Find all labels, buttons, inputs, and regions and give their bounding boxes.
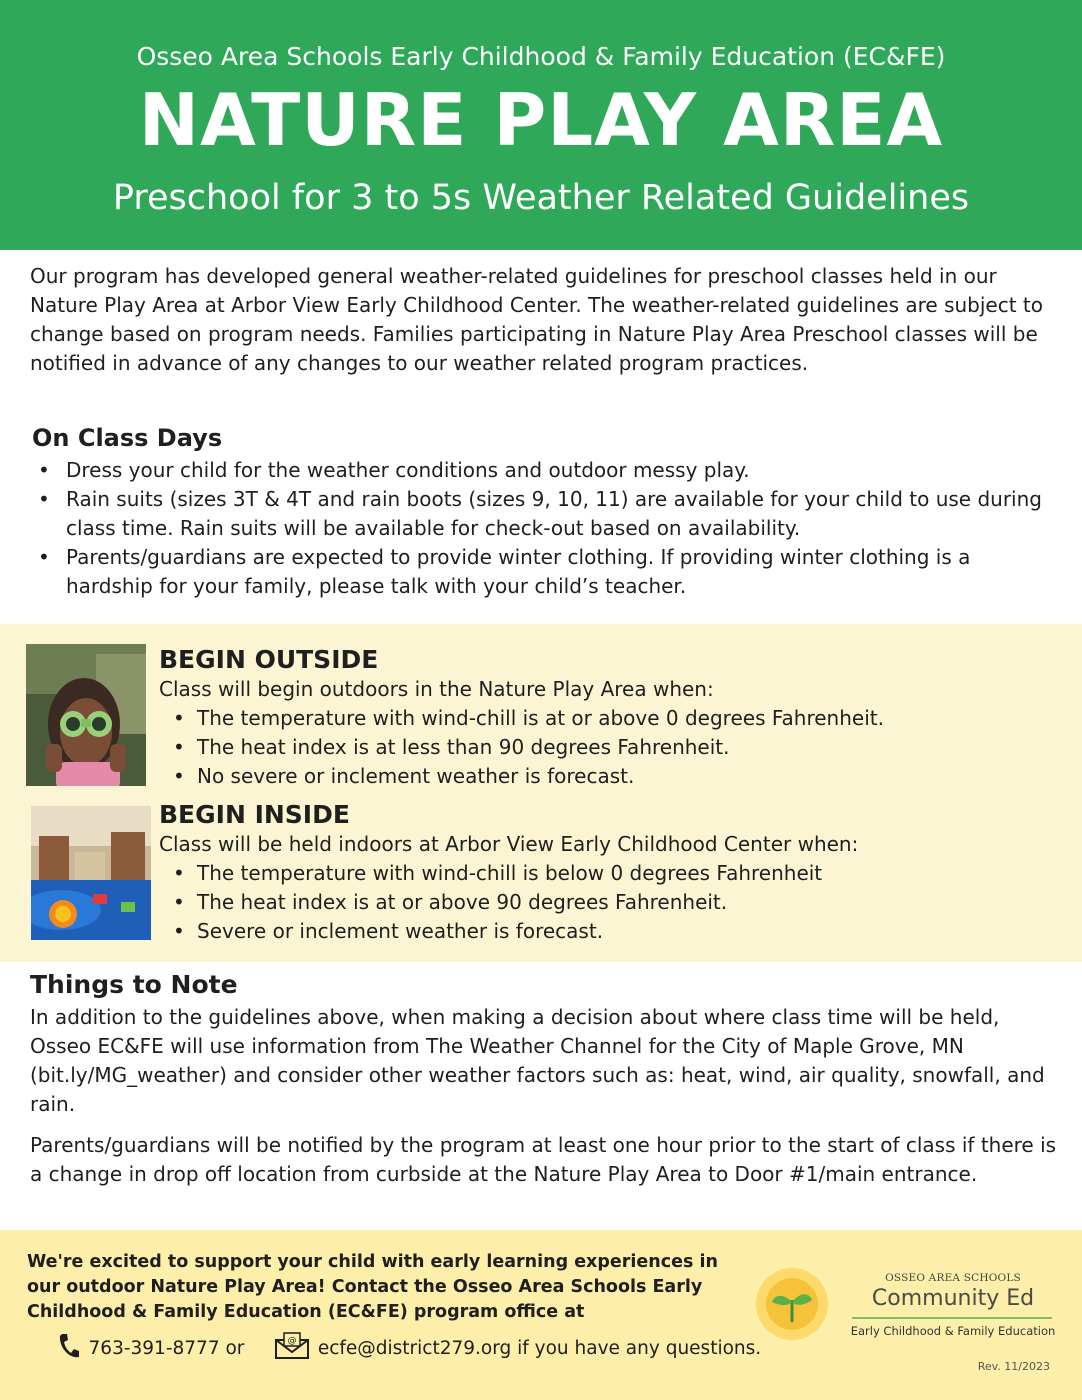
begin-outside-list <box>159 704 1059 791</box>
list-item: • The temperature with wind-chill is below 0 degrees Fahrenheit <box>159 859 1059 888</box>
community-ed-logo <box>752 1262 1072 1352</box>
revision-date: Rev. 11/2023 <box>977 1360 1050 1373</box>
class-days-list <box>32 456 1052 601</box>
contact-suffix: if you have any questions. <box>511 1337 762 1359</box>
logo-divider <box>852 1317 1052 1319</box>
svg-text:@: @ <box>287 1335 297 1346</box>
begin-outside-heading: BEGIN OUTSIDE <box>159 645 379 674</box>
logo-district-name: OSSEO AREA SCHOOLS <box>885 1272 1021 1284</box>
begin-outside-section <box>159 645 1059 791</box>
list-item: • No severe or inclement weather is forecast. <box>159 762 1059 791</box>
begin-inside-list <box>159 859 1059 946</box>
begin-inside-section <box>159 800 1059 946</box>
begin-inside-heading: BEGIN INSIDE <box>159 800 350 829</box>
list-item: • Parents/guardians are expected to provide winter clothing. If providing winter clothing is a hardship for your family, please talk with your child’s teacher. <box>32 543 1052 601</box>
footer-message: We're excited to support your child with early learning experiences in our outdoor Nature Play Area! Contact the Osseo Area Schools Early Childhood & Family Education (EC&FE) program office at <box>27 1252 718 1322</box>
list-item: • The heat index is at or above 90 degrees Fahrenheit. <box>159 888 1059 917</box>
page-subtitle: Preschool for 3 to 5s Weather Related Guidelines <box>112 178 970 218</box>
things-to-note-section <box>30 970 1060 1189</box>
notes-heading: Things to Note <box>30 970 238 999</box>
classroom-photo <box>31 806 151 940</box>
list-item: • The temperature with wind-chill is at or above 0 degrees Fahrenheit. <box>159 704 1059 733</box>
logo-tagline: Early Childhood & Family Education <box>850 1324 1056 1338</box>
phone-icon <box>33 1311 81 1386</box>
or-text: or <box>219 1337 251 1359</box>
organization-name: Osseo Area Schools Early Childhood & Family Education (EC&FE) <box>136 42 946 71</box>
logo-title: Community Ed <box>871 1286 1035 1311</box>
phone-number[interactable]: 763-391-8777 <box>88 1337 220 1359</box>
begin-inside-lead: Class will be held indoors at Arbor View Early Childhood Center when: <box>159 832 859 856</box>
contact-line <box>33 1330 762 1366</box>
page-title: NATURE PLAY AREA <box>138 78 944 162</box>
sprout-logo-icon <box>752 1262 834 1344</box>
notes-paragraph: In addition to the guidelines above, when making a decision about where class time will be held, Osseo EC&FE will use information from The Weather Channel for the City of Maple Grove, MN (bit.ly/MG_weather) and consider other weather factors such as: heat, wind, air quality, snowfall, and rain. <box>30 1005 1045 1116</box>
child-binoculars-photo <box>26 644 146 786</box>
email-address[interactable]: ecfe@district279.org <box>317 1337 512 1359</box>
class-days-heading: On Class Days <box>32 424 223 452</box>
intro-paragraph: Our program has developed general weather-related guidelines for preschool classes held in our Nature Play Area at Arbor View Early Childhood Center. The weather-related guidelines are subject to change based on program needs. Families participating in Nature Play Area Preschool classes will be notified in advance of any changes to our weather related program practices. <box>30 264 1044 375</box>
list-item: • The heat index is at less than 90 degrees Fahrenheit. <box>159 733 1059 762</box>
class-days-section <box>32 424 1052 601</box>
email-envelope-icon <box>250 1311 310 1386</box>
list-item: • Rain suits (sizes 3T & 4T and rain boots (sizes 9, 10, 11) are available for your child to use during class time. Rain suits will be available for check-out based on availability. <box>32 485 1052 543</box>
list-item: • Dress your child for the weather conditions and outdoor messy play. <box>32 456 1052 485</box>
begin-outside-lead: Class will begin outdoors in the Nature Play Area when: <box>159 677 714 701</box>
header-banner <box>0 0 1082 250</box>
notes-paragraph: Parents/guardians will be notified by the program at least one hour prior to the start of class if there is a change in drop off location from curbside at the Nature Play Area to Door #1/main entrance. <box>30 1133 1057 1186</box>
list-item: • Severe or inclement weather is forecast. <box>159 917 1059 946</box>
